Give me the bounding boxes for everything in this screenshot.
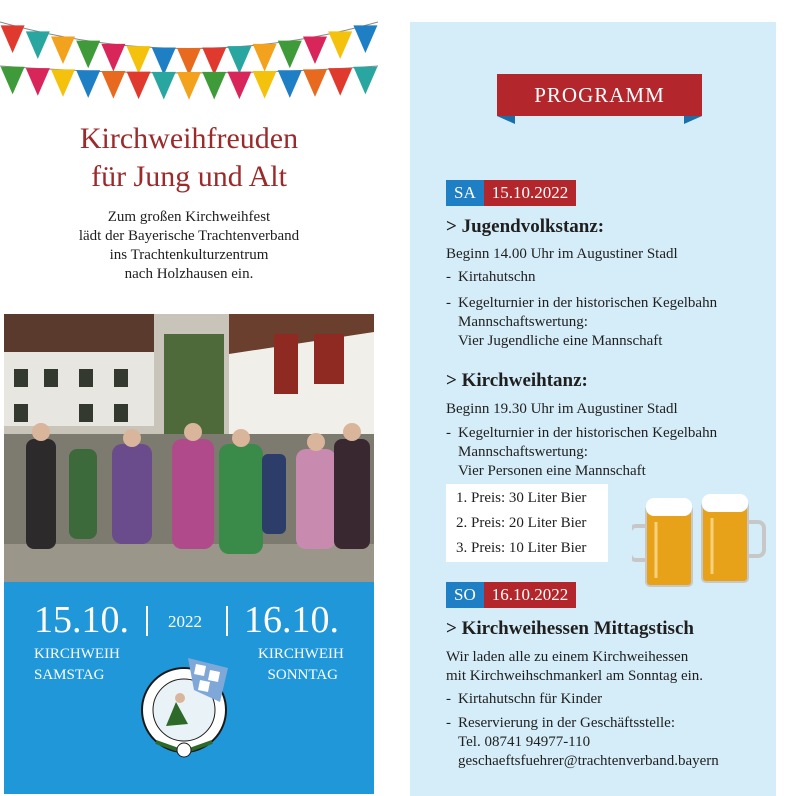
prize-item: 1. Preis: 30 Liter Bier — [456, 490, 587, 506]
bunting-flag — [278, 41, 302, 69]
bunting-flag — [76, 70, 100, 98]
bunting-flag — [328, 68, 352, 96]
day-label-line: SONNTAG — [267, 667, 338, 683]
divider — [146, 606, 148, 636]
bunting-flag — [127, 72, 151, 100]
list-item-text: Vier Personen eine Mannschaft — [458, 463, 646, 479]
event-date: 16.10.2022 — [484, 582, 577, 608]
section-title: > Kirchweihtanz: — [446, 370, 588, 391]
bunting-flag — [353, 67, 377, 95]
bunting-flag — [353, 25, 377, 53]
section-title: > Jugendvolkstanz: — [446, 216, 605, 237]
intro-line: lädt der Bayerische Trachtenverband — [78, 228, 300, 244]
event-date: 15.10.2022 — [484, 180, 577, 206]
bunting-flag — [51, 69, 75, 97]
day-label-line: SAMSTAG — [34, 667, 105, 683]
date-saturday: 15.10. — [34, 599, 129, 641]
start-time: Beginn 19.30 Uhr im Augustiner Stadl — [446, 401, 678, 417]
list-item-text: Kirtahutschn — [458, 269, 536, 285]
dance-photo-illustration — [4, 314, 374, 582]
bunting-flag — [177, 72, 201, 100]
saturday-label — [34, 644, 120, 686]
section-title: > Kirchweihessen Mittagstisch — [446, 618, 694, 639]
bunting-flag — [127, 46, 151, 74]
bunting-flag — [278, 70, 302, 98]
date-sunday: 16.10. — [244, 599, 339, 641]
bunting-flag — [253, 71, 277, 99]
bunting-flag — [76, 41, 100, 69]
bunting-flag — [101, 71, 125, 99]
bunting-flag — [253, 44, 277, 72]
list-item-text: Kegelturnier in der historischen Kegelbahn — [458, 295, 718, 311]
banner-ribbon-right — [684, 116, 702, 124]
list-item-text: Mannschaftswertung: — [458, 444, 588, 460]
intro-line: nach Holzhausen ein. — [124, 266, 254, 282]
bunting-flag — [227, 46, 251, 74]
sunday-label — [258, 644, 344, 686]
bunting-flag — [26, 31, 50, 59]
day-label-line: KIRCHWEIH — [34, 646, 120, 662]
bunting-flag — [152, 72, 176, 100]
list-item-text: Vier Jugendliche eine Mannschaft — [458, 333, 663, 349]
saturday-date-tag — [446, 180, 576, 206]
bunting-flag — [1, 67, 25, 95]
bunting-flag — [26, 68, 50, 96]
list-item-text: Reservierung in der Geschäftsstelle: — [458, 715, 676, 731]
start-time: Beginn 14.00 Uhr im Augustiner Stadl — [446, 246, 678, 262]
sunday-date-tag — [446, 582, 576, 608]
bunting-flag — [51, 36, 75, 64]
program-banner: PROGRAMM — [497, 74, 702, 116]
bunting-flag — [101, 44, 125, 72]
bunting-flag — [177, 48, 201, 76]
bunting-flag — [328, 31, 352, 59]
year: 2022 — [168, 612, 202, 631]
day-abbrev: SA — [446, 180, 484, 206]
dance-photo — [4, 314, 374, 582]
flyer-front-panel — [0, 0, 378, 796]
trachtenverband-logo — [136, 654, 236, 764]
email-address: geschaeftsfuehrer@trachtenverband.bayern — [458, 753, 719, 769]
day-abbrev: SO — [446, 582, 484, 608]
list-item-text: Mannschaftswertung: — [458, 314, 588, 330]
intro-line: ins Trachtenkulturzentrum — [109, 247, 269, 263]
beer-mugs-illustration — [632, 492, 768, 588]
divider — [226, 606, 228, 636]
intro-text — [0, 208, 378, 284]
bunting-flag — [202, 72, 226, 100]
bunting-flag — [1, 25, 25, 53]
day-label-line: KIRCHWEIH — [258, 646, 344, 662]
banner-ribbon-left — [497, 116, 515, 124]
bunting-flag — [303, 69, 327, 97]
phone-number: Tel. 08741 94977-110 — [458, 734, 591, 750]
bunting-flag — [152, 48, 176, 76]
bunting-decoration — [0, 0, 378, 110]
bunting-flag — [227, 72, 251, 100]
title-line-1: Kirchweihfreuden — [79, 122, 299, 155]
list-item-text: Kegelturnier in der historischen Kegelbahn — [458, 425, 718, 441]
prize-item: 2. Preis: 20 Liter Bier — [456, 515, 587, 531]
bunting-flag — [202, 48, 226, 76]
title-line-2: für Jung und Alt — [91, 160, 287, 193]
list-item-text: Kirtahutschn für Kinder — [458, 691, 603, 707]
body-text: mit Kirchweihschmankerl am Sonntag ein. — [446, 668, 704, 684]
body-text: Wir laden alle zu einem Kirchweihessen — [446, 649, 689, 665]
prize-item: 3. Preis: 10 Liter Bier — [456, 540, 587, 556]
intro-line: Zum großen Kirchweihfest — [107, 209, 271, 225]
bunting-flag — [303, 36, 327, 64]
